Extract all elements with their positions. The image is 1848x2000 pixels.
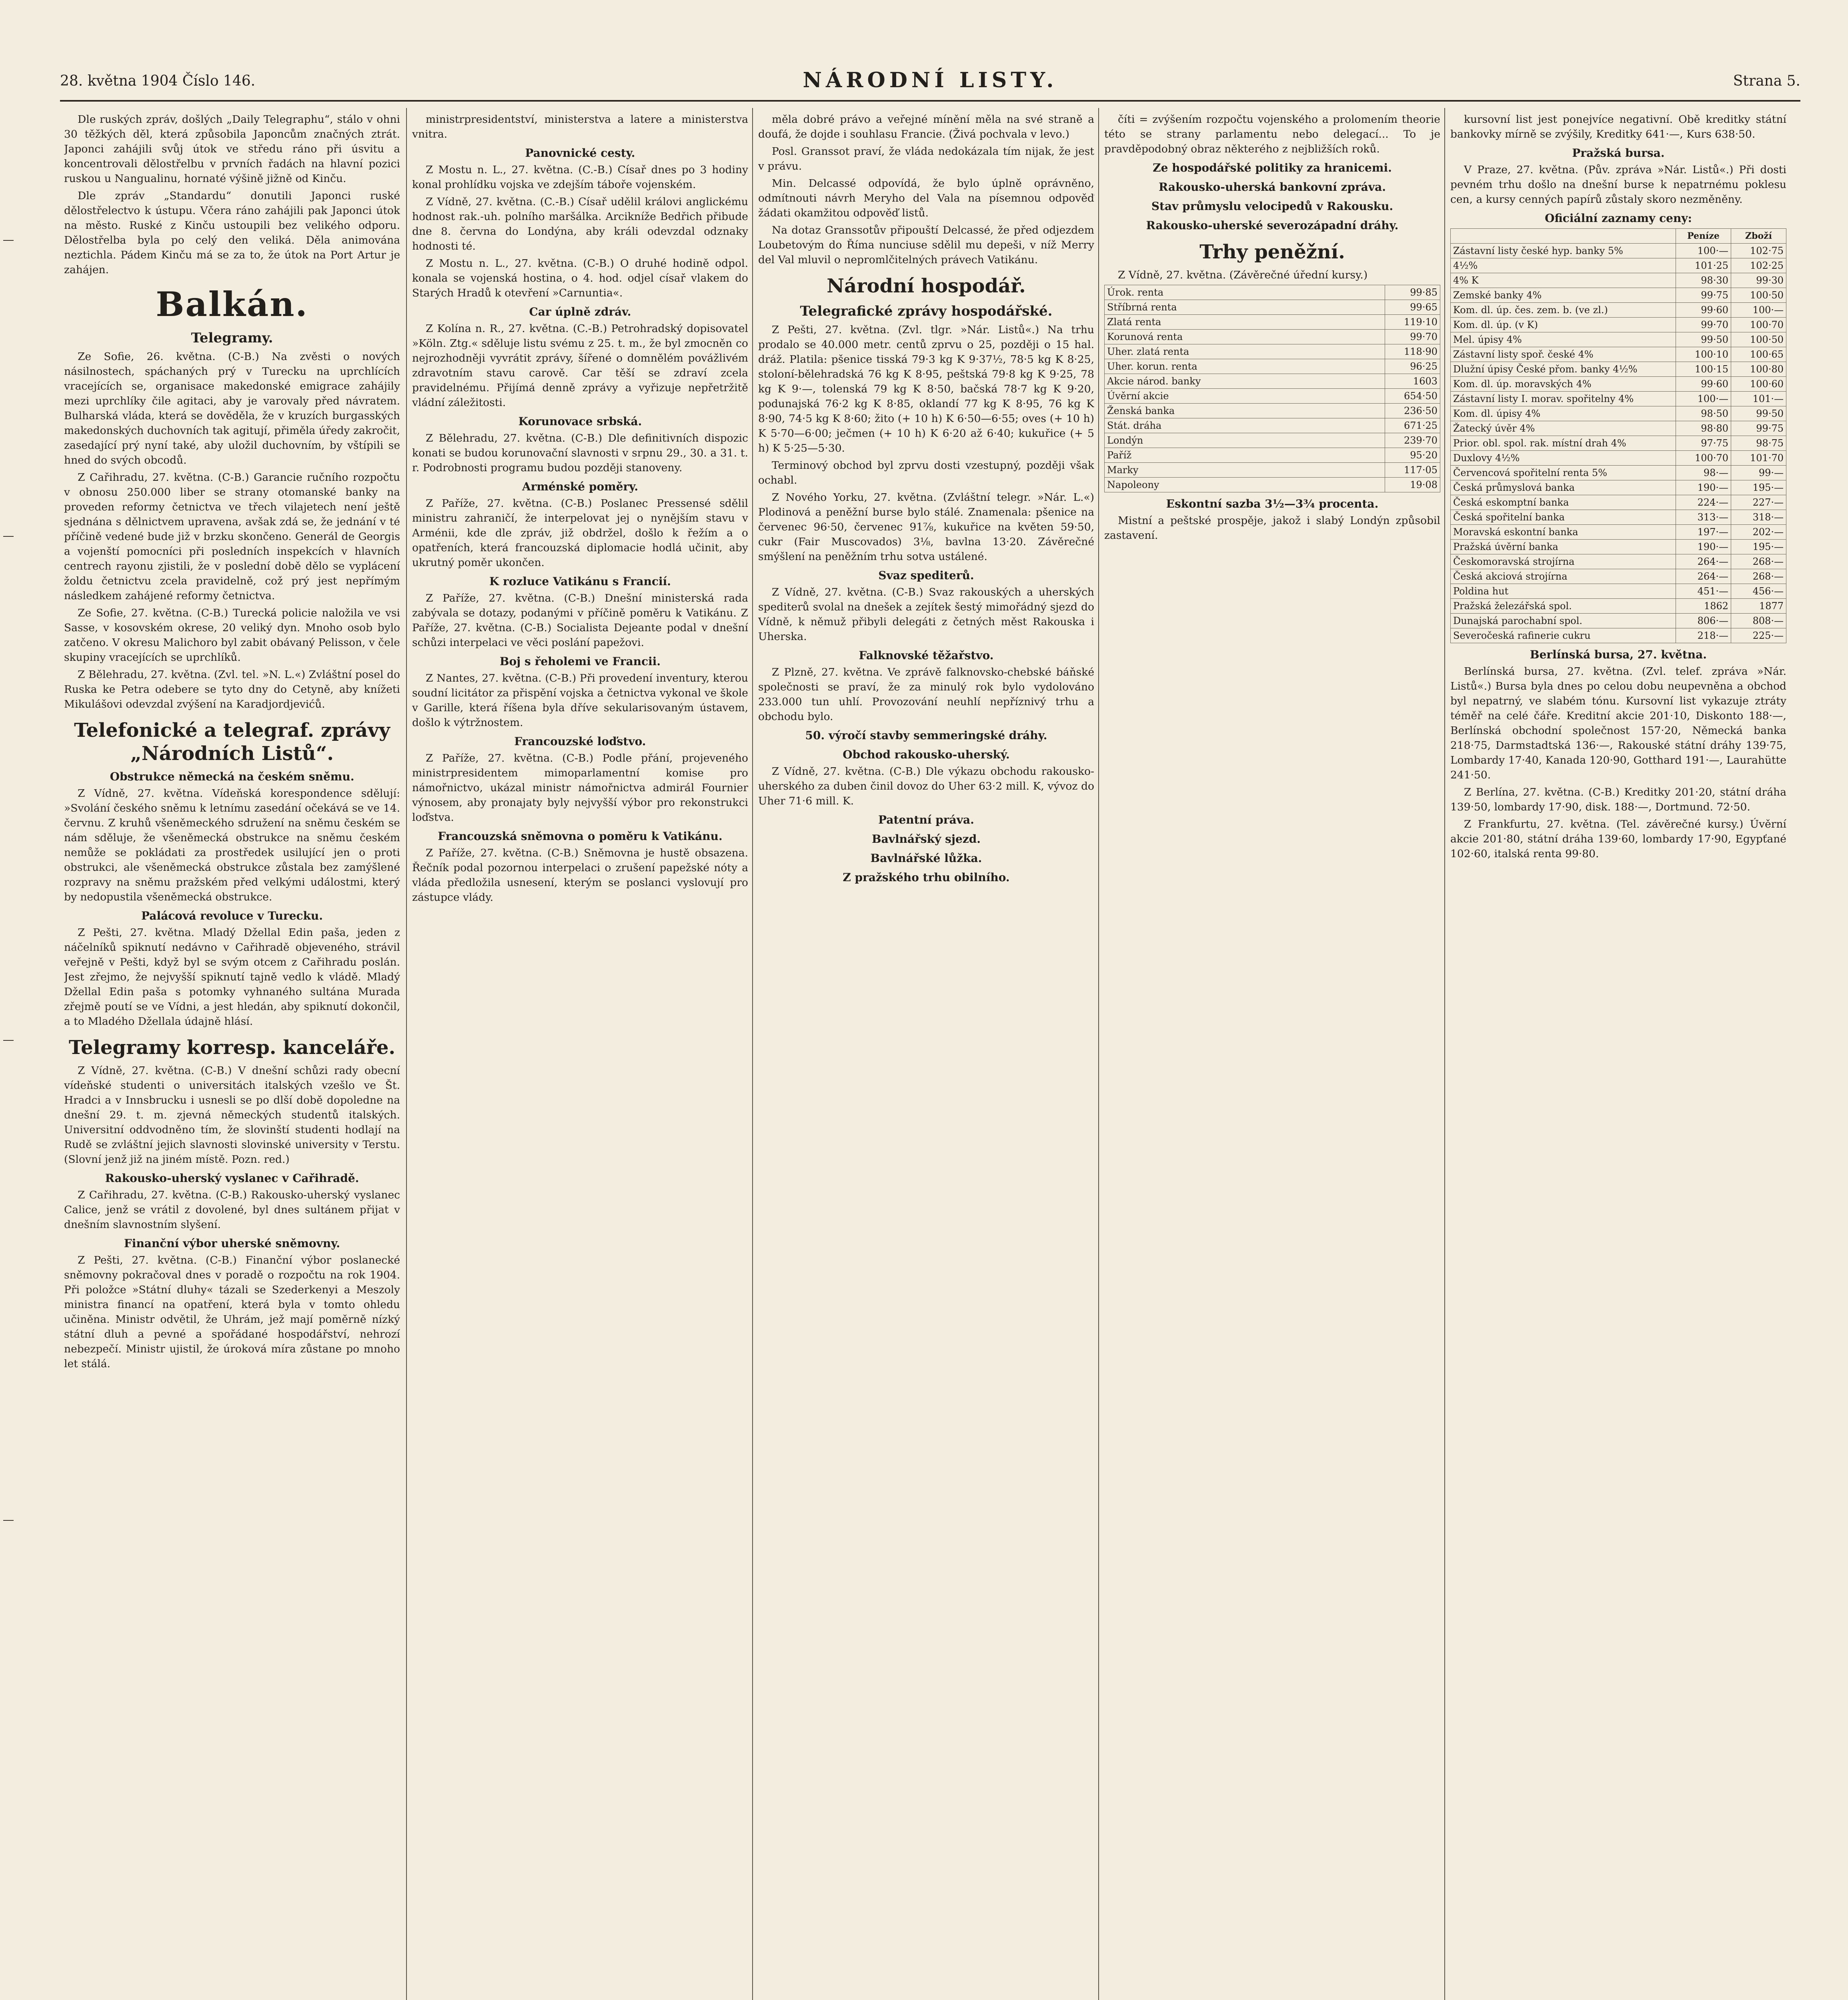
table-cell-label: Dunajská parochabní spol. <box>1451 614 1676 628</box>
table-cell-value: 202·— <box>1731 525 1786 540</box>
article-text: Min. Delcassé odpovídá, že bylo úplně oprávněno, odmítnouti návrh Meryho del Vala na písemnou odpověď žádati okamžitou odpověď listů. <box>758 177 1094 219</box>
table-cell-value: 99·65 <box>1385 300 1440 315</box>
table-cell-value: 227·— <box>1731 495 1786 510</box>
article-heading: Rakousko-uherský vyslanec v Cařihradě. <box>105 1172 359 1185</box>
column-1 <box>64 112 400 2000</box>
vienna-rates-table <box>1104 285 1440 492</box>
table-row <box>1105 389 1440 404</box>
table-cell-value: 451·— <box>1676 584 1731 599</box>
article-text: Z Bělehradu, 27. května. (Zvl. tel. »N. L.«) Zvláštní posel do Ruska ke Petra odebere se tyto dny do Cetyně, aby knížeti Mikulášovi odevzdal zvýšení na Karadjordjevićů. <box>64 668 400 710</box>
table-cell-value: 100·— <box>1731 303 1786 318</box>
article-text: Z Vídně, 27. května. (C-B.) Svaz rakouských a uherských spediterů svolal na dnešek a zejítek šestý mimořádný sjezd do Vídně, k němuž přibyli delegáti z četných měst Rakouska i Uherska. <box>758 586 1094 643</box>
table-cell-label: Marky <box>1105 463 1385 478</box>
table-cell-label: 4% K <box>1451 273 1676 288</box>
table-cell-label: Uher. zlatá renta <box>1105 344 1385 359</box>
table-header-cell <box>1451 229 1676 244</box>
table-row <box>1451 525 1786 540</box>
table-cell-value: 99·50 <box>1676 332 1731 347</box>
table-cell-value: 99·— <box>1731 466 1786 480</box>
table-cell-value: 671·25 <box>1385 418 1440 433</box>
table-cell-label: Česká akciová strojírna <box>1451 569 1676 584</box>
table-cell-label: Kom. dl. úp. moravských 4% <box>1451 377 1676 392</box>
table-cell-value: 264·— <box>1676 569 1731 584</box>
article-text: Ze Sofie, 27. května. (C-B.) Turecká policie naložila ve vsi Sasse, v kosovském okrese, 20 veliký dyn. Mnoho osob bylo zatčeno. V okresu Malichoro byl zabit obávaný Pelisson, v čele skupiny vracejících se uprchlíků. <box>64 607 400 664</box>
table-cell-label: Žatecký úvěr 4% <box>1451 421 1676 436</box>
article-text: Z Mostu n. L., 27. května. (C.-B.) Císař dnes po 3 hodiny konal prohlídku vojska ve zdejším táboře vojenském. <box>412 164 748 191</box>
table-row <box>1451 421 1786 436</box>
section-title-trhy: Trhy peněžní. <box>1199 241 1345 263</box>
table-row <box>1105 344 1440 359</box>
table-cell-value: 195·— <box>1731 540 1786 554</box>
table-cell-value: 808·— <box>1731 614 1786 628</box>
article-text: Z Bělehradu, 27. května. (C-B.) Dle definitivních dispozic konati se budou korunovační slavnosti v srpnu 29., 30. a 31. t. r. Podrobnosti programu budou později stanoveny. <box>412 432 748 474</box>
table-row <box>1105 374 1440 389</box>
article-text: V Praze, 27. května. (Pův. zpráva »Nár. Listů«.) Při dosti pevném trhu došlo na dnešní burse k nepatrnému poklesu cen, a kursy cenných papírů zůstaly skoro nezměněny. <box>1450 164 1786 206</box>
table-row <box>1105 285 1440 300</box>
article-text: Z Nového Yorku, 27. května. (Zvláštní telegr. »Nár. L.«) Plodinová a peněžní burse bylo stálé. Znamenala: pšenice na červenec 96·50, červenec 91⅞, kukuřice na květen 59·50, cukr (Fair Muscovados) 3⅛, bavlna 13·20. Závěrečné smýšlení na peněžním trhu sotva ustálené. <box>758 491 1094 563</box>
table-row <box>1451 377 1786 392</box>
section-title-korresp: Telegramy korresp. kanceláře. <box>68 1036 396 1059</box>
article-text: Z Pešti, 27. května. (C-B.) Finanční výbor poslanecké sněmovny pokračoval dnes v poradě o rozpočtu na rok 1904. Při položce »Státní dluhy« tázali se Szederkenyi a Meszoly ministra financí na opatření, která byla v tomto ohledu učiněna. Ministr odvětil, že Uhrám, jež mají poměrně nízký státní dluh a pevné a spořádané hospodářství, nehrozí nebezpečí. Ministr ujistil, že úroková míra zůstane po mnoho let stálá. <box>64 1254 400 1370</box>
table-cell-label: Kom. dl. úp. čes. zem. b. (ve zl.) <box>1451 303 1676 318</box>
table-row <box>1451 599 1786 614</box>
table-cell-label: Zemské banky 4% <box>1451 288 1676 303</box>
issue-date: 28. května 1904 Číslo 146. <box>60 73 256 89</box>
article-heading: Berlínská bursa, 27. května. <box>1530 648 1707 661</box>
table-row <box>1451 554 1786 569</box>
table-row <box>1451 288 1786 303</box>
table-cell-label: Pražská železářská spol. <box>1451 599 1676 614</box>
table-cell-label: Česká eskomptní banka <box>1451 495 1676 510</box>
article-text: Z Vídně, 27. května. (C.-B.) Císař udělil královi anglickému hodnost rak.-uh. polního maršálka. Arcikníže Bedřich přibude dne 8. června do Londýna, aby králi odevzdal odznaky hodnosti té. <box>412 196 748 252</box>
table-title: Oficiální zaznamy ceny: <box>1545 212 1692 225</box>
table-row <box>1451 406 1786 421</box>
table-row <box>1451 584 1786 599</box>
table-cell-value: 1877 <box>1731 599 1786 614</box>
article-text: Na dotaz Granssotův připouští Delcassé, že před odjezdem Loubetovým do Říma nunciuse sdělil mu depeši, v níž Merry del Val mluvil o nepromlčitelných právech Vatikánu. <box>758 224 1094 266</box>
table-row <box>1451 258 1786 273</box>
article-text: Berlínská bursa, 27. května. (Zvl. telef. zpráva »Nár. Listů«.) Bursa byla dnes po celou dobu neupevněna a obchod byl nepatrný, ve slabém tónu. Kursovní list vykazuje ztráty téměř na celé čáře. Kreditní akcie 201·10, Diskonto 188·—, Berlínská obchodní společnost 157·20, Německá banka 218·75, Darmstadtská 136·—, Rakouské státní dráhy 139·75, Lombardy 17·40, Kanada 120·90, Gotthard 191·—, Laurahütte 241·50. <box>1450 665 1786 781</box>
table-cell-value: 190·— <box>1676 540 1731 554</box>
column-divider <box>1098 108 1099 2000</box>
article-text: číti = zvýšením rozpočtu vojenského a prolomením theorie této se strany parlamentu nebo delegací... To je pravděpodobný obraz některého z nejbližších roků. <box>1104 113 1440 155</box>
table-cell-label: Duxlovy 4½% <box>1451 451 1676 466</box>
left-margin-punch-marks <box>0 0 24 2000</box>
table-cell-label: Červencová spořitelní renta 5% <box>1451 466 1676 480</box>
page-header <box>60 68 1800 96</box>
table-cell-value: 197·— <box>1676 525 1731 540</box>
table-cell-label: Pražská úvěrní banka <box>1451 540 1676 554</box>
article-heading: Rakousko-uherská bankovní zpráva. <box>1159 180 1386 194</box>
table-cell-label: Zlatá renta <box>1105 315 1385 330</box>
table-cell-value: 100·60 <box>1731 377 1786 392</box>
page-number: Strana 5. <box>1733 73 1800 89</box>
article-text: Z Cařihradu, 27. května. (C-B.) Garancie ručního rozpočtu v obnosu 250.000 liber se strany otomanské banky na proveden reformy četnictva ve třech vilajetech není ještě sjednána s dělnictvem upravena, avšak zdá se, že jednání v té příčině vedené bude již v brzku skončeno. Generál de Georgis a vojenští pomocníci při posledních inspekcích v hlavních centrech rayonu zjistili, že v poslední době dělo se vyplácení žoldu četnictvu zcela pravidelně, což prý jest nepřímým následkem zahájené reformy četnictva. <box>64 471 400 602</box>
column-2 <box>412 112 748 2000</box>
table-cell-label: Českomoravská strojírna <box>1451 554 1676 569</box>
table-row <box>1105 433 1440 448</box>
article-text: Z Paříže, 27. května. (C-B.) Sněmovna je hustě obsazena. Řečník podal pozornou interpelaci o zrušení papežské nóty a vláda předložila usnesení, kterým se poslanci vyslovují pro zástupce vlády. <box>412 847 748 904</box>
table-cell-label: Akcie národ. banky <box>1105 374 1385 389</box>
table-cell-value: 99·70 <box>1385 330 1440 344</box>
subsection-title: Telegramy. <box>191 330 273 346</box>
table-cell-value: 117·05 <box>1385 463 1440 478</box>
article-heading: 50. výročí stavby semmeringské dráhy. <box>805 729 1047 742</box>
table-cell-label: Kom. dl. úpisy 4% <box>1451 406 1676 421</box>
article-heading: Francouzská sněmovna o poměru k Vatikánu. <box>438 830 723 843</box>
table-cell-value: 264·— <box>1676 554 1731 569</box>
table-row <box>1451 628 1786 643</box>
table-cell-value: 1862 <box>1676 599 1731 614</box>
table-cell-value: 19·08 <box>1385 478 1440 492</box>
table-cell-value: 102·75 <box>1731 244 1786 258</box>
column-3 <box>758 112 1094 2000</box>
article-text: Dle zpráv „Standardu“ donutili Japonci ruské dělostřelectvo k ústupu. Včera ráno zahájili pak Japonci útok na město. Ruské z Kinču ustoupili bez velikého odporu. Dělostřelba byla po celý den veliká. Děla animována neztichla. Pádem Kinču má se za to, že útok na Port Artur je zahájen. <box>64 190 400 276</box>
table-cell-value: 99·70 <box>1676 318 1731 332</box>
table-cell-value: 456·— <box>1731 584 1786 599</box>
table-cell-label: 4½% <box>1451 258 1676 273</box>
article-heading: Falknovské těžařstvo. <box>859 649 994 662</box>
table-row <box>1451 318 1786 332</box>
table-row <box>1451 495 1786 510</box>
table-cell-label: Prior. obl. spol. rak. místní drah 4% <box>1451 436 1676 451</box>
table-cell-value: 96·25 <box>1385 359 1440 374</box>
table-cell-value: 190·— <box>1676 480 1731 495</box>
table-cell-label: Mel. úpisy 4% <box>1451 332 1676 347</box>
section-title-hospodar: Národní hospodář. <box>827 275 1026 297</box>
table-row <box>1451 436 1786 451</box>
table-cell-value: 100·70 <box>1731 318 1786 332</box>
article-text: Z Nantes, 27. května. (C-B.) Při provedení inventury, kterou soudní licitátor za přispění vojska a četnictva vykonal ve škole v Garille, která říšena byla dříve sekularisovaným ústavem, došlo k výtržnostem. <box>412 672 748 729</box>
article-heading: Stav průmyslu velocipedů v Rakousku. <box>1151 200 1394 213</box>
article-heading: Pražská bursa. <box>1572 146 1665 160</box>
table-cell-label: Poldina hut <box>1451 584 1676 599</box>
table-cell-value: 654·50 <box>1385 389 1440 404</box>
table-cell-value: 236·50 <box>1385 404 1440 418</box>
table-cell-value: 101·— <box>1731 392 1786 406</box>
article-text: Mistní a peštské prospěje, jakož i slabý Londýn způsobil zastavení. <box>1104 514 1440 542</box>
table-cell-value: 268·— <box>1731 569 1786 584</box>
table-cell-value: 102·25 <box>1731 258 1786 273</box>
article-heading: Patentní práva. <box>878 813 974 826</box>
article-text: měla dobré právo a veřejné mínění měla na své straně a doufá, že dojde i souhlasu Francie. (Živá pochvala v levo.) <box>758 113 1094 140</box>
prague-rates-table <box>1450 228 1786 643</box>
table-cell-value: 239·70 <box>1385 433 1440 448</box>
table-cell-value: 101·25 <box>1676 258 1731 273</box>
article-text: Z Vídně, 27. května. (Závěrečné úřední kursy.) <box>1118 269 1368 281</box>
table-cell-label: Uher. korun. renta <box>1105 359 1385 374</box>
table-cell-value: 99·85 <box>1385 285 1440 300</box>
table-cell-label: Zástavní listy spoř. české 4% <box>1451 347 1676 362</box>
table-row <box>1105 478 1440 492</box>
table-row <box>1105 300 1440 315</box>
article-heading: Ze hospodářské politiky za hranicemi. <box>1153 161 1392 174</box>
article-text: Z Paříže, 27. května. (C-B.) Dnešní ministerská rada zabývala se dotazy, podanými v příčině poměru k Vatikánu. Z Paříže, 27. května. (C-B.) Socialista Dejeante podal v dnešní schůzi interpelaci ve věci poslání papežovi. <box>412 592 748 649</box>
table-cell-value: 118·90 <box>1385 344 1440 359</box>
column-divider <box>752 108 753 2000</box>
table-cell-value: 268·— <box>1731 554 1786 569</box>
article-text: ministrpresidentství, ministerstva a latere a ministerstva vnitra. <box>412 113 748 140</box>
table-row <box>1451 540 1786 554</box>
table-cell-value: 100·70 <box>1676 451 1731 466</box>
table-cell-label: Paříž <box>1105 448 1385 463</box>
column-divider <box>406 108 407 2000</box>
table-row <box>1451 614 1786 628</box>
article-text: kursovní list jest ponejvíce negativní. Obě kreditky státní bankovky mírně se zvýšily, Kreditky 641·—, Kurs 638·50. <box>1450 113 1786 140</box>
table-row <box>1451 466 1786 480</box>
table-cell-label: Londýn <box>1105 433 1385 448</box>
table-cell-value: 100·80 <box>1731 362 1786 377</box>
article-text: Z Paříže, 27. května. (C-B.) Poslanec Pressensé sdělil ministru zahraničí, že interpelovat jej o nynějším stavu v Arménii, kde dle zpráv, již obdržel, došlo k řežím a o opatřeních, která francouzská diplomacie hodlá učinit, aby ukrutný poměr ukončen. <box>412 497 748 569</box>
table-row <box>1451 244 1786 258</box>
table-cell-value: 98·30 <box>1676 273 1731 288</box>
article-heading: Francouzské loďstvo. <box>514 735 646 748</box>
table-cell-value: 224·— <box>1676 495 1731 510</box>
article-text: Z Kolína n. R., 27. května. (C.-B.) Petrohradský dopisovatel »Köln. Ztg.« sděluje listu svému z 25. t. m., že byl zmocněn co nejrozhodněji vyvrátit zprávy, šířené o domnělém povážlivém zdravotním stavu carově. Car těší se zdraví zcela pravidelnému. Přijímá denně zprávy a vyřizuje nepřetržitě vládní záležitosti. <box>412 322 748 409</box>
table-row <box>1451 392 1786 406</box>
table-row <box>1451 273 1786 288</box>
article-text: Z Vídně, 27. května. (C-B.) V dnešní schůzi rady obecní vídeňské studenti o universitách italských vzešlo ve Št. Hradci a v Innsbrucku i usnesli se po dlší době dopoledne na dnešní 29. t. m. zjevná německých studentů italských. Universitní oddvodněno tím, že slovinští studenti hodlají na Rudě se zvláštní jejich slavnosti slovinské university v Terstu. (Slovní jenž již na jiném místě. Pozn. red.) <box>64 1064 400 1166</box>
table-cell-value: 100·50 <box>1731 332 1786 347</box>
table-cell-value: 100·50 <box>1731 288 1786 303</box>
table-cell-value: 95·20 <box>1385 448 1440 463</box>
table-header-cell: Zboží <box>1731 229 1786 244</box>
header-rule <box>60 100 1800 102</box>
table-cell-value: 100·— <box>1676 244 1731 258</box>
article-text: Z Plzně, 27. května. Ve zprávě falknovsko-chebské báňské společnosti se praví, že za minulý rok bylo vydolováno 233.000 tun uhlí. Provozování neuhlí nepříznivý trhu a obchodu bylo. <box>758 666 1094 723</box>
table-row <box>1451 510 1786 525</box>
table-cell-value: 98·75 <box>1731 436 1786 451</box>
article-heading: K rozluce Vatikánu s Francií. <box>489 575 671 588</box>
masthead: NÁRODNÍ LISTY. <box>803 68 1058 92</box>
table-cell-label: Stříbrná renta <box>1105 300 1385 315</box>
article-heading: Finanční výbor uherské sněmovny. <box>124 1237 340 1250</box>
section-title-balkan: Balkán. <box>156 284 308 324</box>
table-cell-label: Ženská banka <box>1105 404 1385 418</box>
article-heading: Bavlnářský sjezd. <box>871 832 981 846</box>
table-cell-value: 218·— <box>1676 628 1731 643</box>
table-cell-value: 318·— <box>1731 510 1786 525</box>
table-cell-value: 119·10 <box>1385 315 1440 330</box>
table-cell-value: 1603 <box>1385 374 1440 389</box>
table-row <box>1105 359 1440 374</box>
article-text: Dle ruských zpráv, došlých „Daily Telegraphu“, stálo v ohni 30 těžkých děl, která způsobila Japoncům značných ztrát. Japonci zahájili svůj útok ve středu ráno při úsvitu a koncentrovali dělostřelbu v prvních řadách na hlavní pozici ruskou u Nangualinu, hornaté výšině jižně od Kinču. <box>64 113 400 185</box>
table-cell-value: 100·— <box>1676 392 1731 406</box>
article-text: Z Berlína, 27. května. (C-B.) Kreditky 201·20, státní dráha 139·50, lombardy 17·90, disk. 188·—, Dortmund. 72·50. <box>1450 786 1786 813</box>
table-cell-value: 98·— <box>1676 466 1731 480</box>
table-row <box>1451 362 1786 377</box>
table-cell-value: 313·— <box>1676 510 1731 525</box>
table-cell-label: Úvěrní akcie <box>1105 389 1385 404</box>
article-text: Z Frankfurtu, 27. května. (Tel. závěrečné kursy.) Úvěrní akcie 201·80, státní dráha 139·60, lombardy 17·90, Egypťané 102·60, italská renta 99·80. <box>1450 818 1786 860</box>
article-text: Z Pešti, 27. května. (Zvl. tlgr. »Nár. Listů«.) Na trhu prodalo se 40.000 metr. centů zprvu o 25, později o 15 hal. dráž. Platila: pšenice tisská 79·3 kg K 9·37½, 78·5 kg K 8·25, stoloní-bělehradská 76 kg K 8·95, peštská 79·8 kg K 9·25, 78 kg K 9·—, tolenská 79 kg K 8·50, bačská 78·7 kg K 9·20, podunajská 76·2 kg K 8·85, oklandí 77 kg K 8·95, 76 kg K 8·90, 74·5 kg K 8·60; žito (+ 10 h) K 6·50—6·55; oves (+ 10 h) K 5·70—6·00; ječmen (+ 10 h) K 6·20 až 6·40; kukuřice (+ 5 h) K 5·25—5·30. <box>758 324 1094 454</box>
article-heading: Korunovace srbská. <box>518 415 642 428</box>
article-heading: Car úplně zdráv. <box>529 305 631 318</box>
table-cell-label: Napoleony <box>1105 478 1385 492</box>
column-divider <box>1444 108 1445 2000</box>
column-5 <box>1450 112 1786 2000</box>
article-heading: Rakousko-uherské severozápadní dráhy. <box>1146 219 1399 232</box>
table-row <box>1451 332 1786 347</box>
table-row <box>1451 347 1786 362</box>
article-text: Ze Sofie, 26. května. (C-B.) Na zvěsti o nových násilnostech, spáchaných prý v Turecku na uprchlících vracejících se, organisace makedonské emigrace zahájily mezi uprchlíky čile agitaci, aby je varovaly před návratem. Bulharská vláda, která se dověděla, že v kruzích burgasských makedonských duchovních tak agitují, přiměla úředy zakročit, zasedající prý nyní také, aby uložil duchovním, by vštípili se hned do svých obcodů. <box>64 350 400 466</box>
article-heading: Arménské poměry. <box>522 480 639 493</box>
table-cell-label: Stát. dráha <box>1105 418 1385 433</box>
article-text: Z Vídně, 27. května. (C-B.) Dle výkazu obchodu rakousko-uherského za duben činil dovoz do Uher 63·2 mill. K, vývoz do Uher 71·6 mill. K. <box>758 765 1094 807</box>
article-text: Terminový obchod byl zprvu dosti vzestupný, později však ochabl. <box>758 459 1094 486</box>
table-cell-label: Severočeská rafinerie cukru <box>1451 628 1676 643</box>
table-cell-value: 806·— <box>1676 614 1731 628</box>
table-cell-value: 98·50 <box>1676 406 1731 421</box>
table-cell-label: Moravská eskontní banka <box>1451 525 1676 540</box>
table-cell-value: 100·15 <box>1676 362 1731 377</box>
table-cell-value: 99·30 <box>1731 273 1786 288</box>
table-header-cell: Peníze <box>1676 229 1731 244</box>
table-cell-label: Česká průmyslová banka <box>1451 480 1676 495</box>
table-cell-value: 195·— <box>1731 480 1786 495</box>
table-row <box>1451 569 1786 584</box>
article-heading: Svaz spediterů. <box>878 569 974 582</box>
table-cell-label: Česká spořitelní banka <box>1451 510 1676 525</box>
article-text: Z Paříže, 27. května. (C-B.) Podle přání, projeveného ministrpresidentem mimoparlamentní komise pro námořnictvo, ukázal ministr námořnictva admirál Fournier výnosem, aby pronajaty byly nejvyšší výbor pro rekonstrukci loďstva. <box>412 752 748 824</box>
table-cell-value: 99·50 <box>1731 406 1786 421</box>
article-text: Posl. Granssot praví, že vláda nedokázala tím nijak, že jest v právu. <box>758 145 1094 172</box>
article-text: Z Vídně, 27. května. Vídeňská korespondence sdělují: »Svolání českého sněmu k letnímu zasedání očekává se ve 14. červnu. Z kruhů všeněmeckého sdružení na sněmu českém se nám sděluje, že všeněmecká obstrukce na sněmu českém nemůže se pokládati za prostředek usilující jen o proti obstrukci, ale všeněmecká obstrukce zůstala bez zamýšlené rozpravy na sněmu pražském před velkými událostmi, který by nedopustila všeněmecká obstrukce. <box>64 787 400 903</box>
table-cell-value: 99·75 <box>1731 421 1786 436</box>
article-text: Z Mostu n. L., 27. května. (C-B.) O druhé hodině odpol. konala se vojenská hostina, o 4. hod. odjel císař vlakem do Starých Hradů k otevření »Carnuntia«. <box>412 257 748 299</box>
table-cell-label: Zástavní listy I. morav. spořitelny 4% <box>1451 392 1676 406</box>
table-row <box>1105 448 1440 463</box>
table-row <box>1451 303 1786 318</box>
table-cell-label: Zástavní listy české hyp. banky 5% <box>1451 244 1676 258</box>
article-heading: Bavlnářské lůžka. <box>870 852 982 865</box>
table-cell-value: 99·75 <box>1676 288 1731 303</box>
table-row <box>1451 451 1786 466</box>
table-cell-value: 98·80 <box>1676 421 1731 436</box>
column-4 <box>1104 112 1440 2000</box>
subsection-title: Telegrafické zprávy hospodářské. <box>800 303 1053 319</box>
article-heading: Palácová revoluce v Turecku. <box>141 909 323 922</box>
table-cell-value: 100·65 <box>1731 347 1786 362</box>
table-row <box>1105 404 1440 418</box>
table-cell-value: 101·70 <box>1731 451 1786 466</box>
table-cell-label: Úrok. renta <box>1105 285 1385 300</box>
table-cell-label: Dlužní úpisy České přom. banky 4½% <box>1451 362 1676 377</box>
table-row <box>1105 418 1440 433</box>
table-cell-value: 99·60 <box>1676 303 1731 318</box>
table-cell-value: 99·60 <box>1676 377 1731 392</box>
article-text: Z Pešti, 27. května. Mladý Džellal Edin paša, jeden z náčelníků spiknutí nedávno v Cařihradě objeveného, strávil veřejně v Pešti, když byl se svým otcem z Cařihradu poslán. Jest zřejmo, že nejvyšší spiknutí tajně vedlo k vládě. Mladý Džellal Edin paša s potomky vyhnaného sultána Murada zřejmě poutí se ve Vídni, a jest hledán, aby spiknutí dokončil, a to Mladého Džellala údajně hlásí. <box>64 926 400 1028</box>
article-heading: Obchod rakousko-uherský. <box>843 748 1010 761</box>
table-cell-value: 100·10 <box>1676 347 1731 362</box>
article-heading: Z pražského trhu obilního. <box>843 871 1010 884</box>
table-row <box>1451 480 1786 495</box>
table-row <box>1105 463 1440 478</box>
article-heading: Eskontní sazba 3½—3¾ procenta. <box>1166 497 1379 510</box>
article-text: Z Cařihradu, 27. května. (C-B.) Rakousko-uherský vyslanec Calice, jenž se vrátil z dovolené, byl dnes sultánem přijat v dnešním slavnostním slyšení. <box>64 1189 400 1231</box>
table-cell-label: Korunová renta <box>1105 330 1385 344</box>
article-heading: Panovnické cesty. <box>525 146 635 160</box>
table-row <box>1105 330 1440 344</box>
table-row <box>1105 315 1440 330</box>
table-cell-value: 97·75 <box>1676 436 1731 451</box>
article-heading: Boj s řeholemi ve Francii. <box>499 655 661 668</box>
article-heading: Obstrukce německá na českém sněmu. <box>110 770 354 783</box>
table-cell-label: Kom. dl. úp. (v K) <box>1451 318 1676 332</box>
table-cell-value: 225·— <box>1731 628 1786 643</box>
section-title-telephone: Telefonické a telegraf. zprávy „Národních Listů“. <box>74 719 390 765</box>
